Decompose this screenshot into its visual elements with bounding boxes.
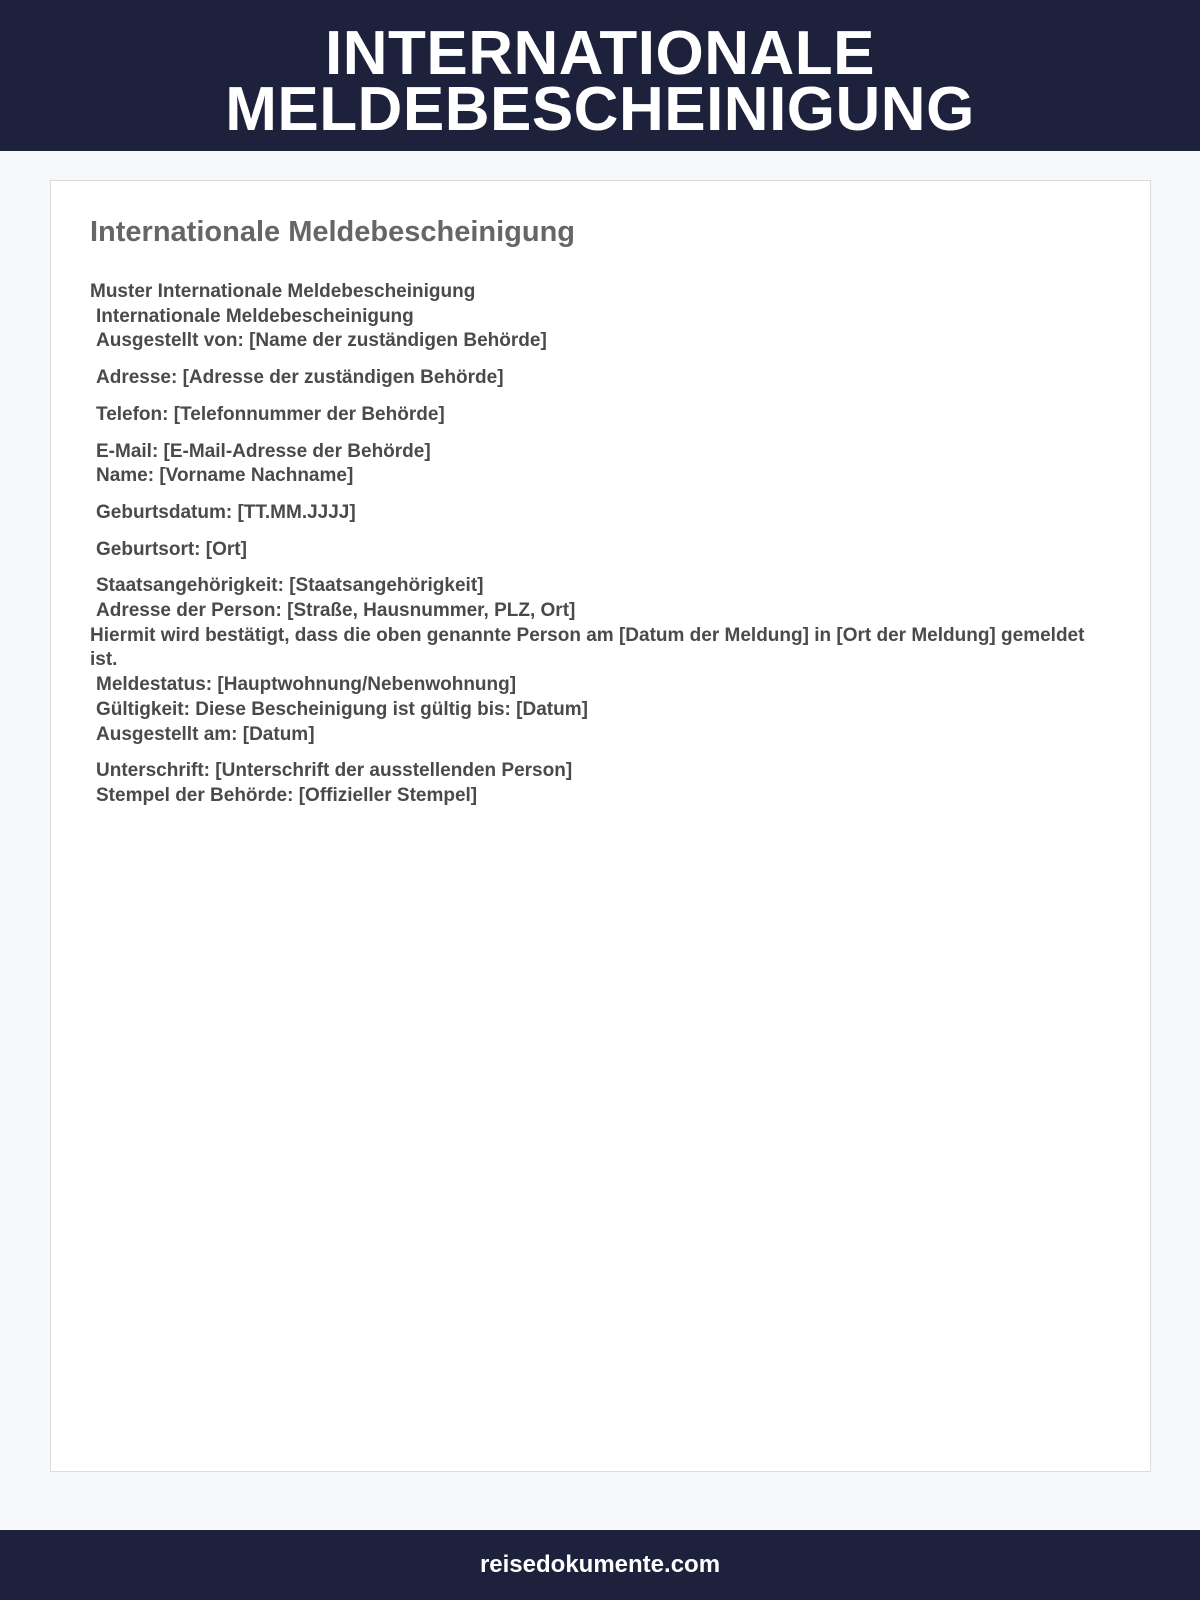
document-line: Ausgestellt von: [Name der zuständigen Behörde] bbox=[96, 330, 547, 352]
document-line: Gültigkeit: Diese Bescheinigung ist gültig bis: [Datum] bbox=[96, 698, 588, 720]
document-line: E-Mail: [E-Mail-Adresse der Behörde] bbox=[96, 440, 431, 462]
document-line: Geburtsort: [Ort] bbox=[96, 538, 247, 560]
document-line: Internationale Meldebescheinigung bbox=[96, 305, 414, 327]
document-line: Staatsangehörigkeit: [Staatsangehörigkeit] bbox=[96, 575, 484, 597]
page-title bbox=[0, 0, 1200, 144]
document-heading: Internationale Meldebescheinigung bbox=[90, 216, 576, 248]
document-line: Adresse: [Adresse der zuständigen Behörde] bbox=[96, 367, 504, 389]
document-card bbox=[50, 180, 1151, 1472]
document-line: Geburtsdatum: [TT.MM.JJJJ] bbox=[96, 501, 356, 523]
confirmation-text: Hiermit wird bestätigt, dass die oben genannte Person am [Datum der Meldung] in [Ort der Meldung] gemeldet ist. bbox=[90, 624, 1085, 671]
document-line: Meldestatus: [Hauptwohnung/Nebenwohnung] bbox=[96, 674, 517, 696]
document-body bbox=[90, 280, 1090, 809]
page-footer bbox=[0, 1530, 1200, 1600]
title-line-2: MELDEBESCHEINIGUNG bbox=[225, 75, 975, 144]
document-line: Muster Internationale Meldebescheinigung bbox=[90, 281, 476, 302]
document-line: Ausgestellt am: [Datum] bbox=[96, 723, 315, 745]
document-line: Stempel der Behörde: [Offizieller Stempel] bbox=[96, 784, 478, 806]
document-line: Unterschrift: [Unterschrift der ausstellenden Person] bbox=[96, 760, 573, 782]
document-line: Telefon: [Telefonnummer der Behörde] bbox=[96, 403, 445, 425]
document-line: Name: [Vorname Nachname] bbox=[96, 465, 354, 487]
page-header bbox=[0, 0, 1200, 151]
document-line: Adresse der Person: [Straße, Hausnummer, PLZ, Ort] bbox=[96, 600, 576, 622]
footer-site-link[interactable]: reisedokumente.com bbox=[479, 1551, 721, 1578]
title-line-1: INTERNATIONALE bbox=[324, 19, 876, 88]
